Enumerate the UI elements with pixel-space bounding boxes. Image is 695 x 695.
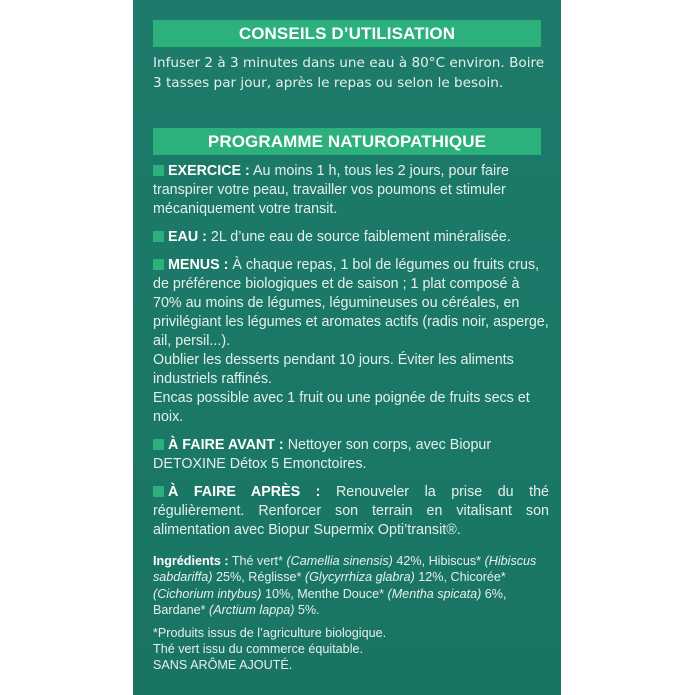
- ingredient-latin: (Arctium lappa): [209, 603, 295, 618]
- green-square-bullet-icon: [153, 259, 164, 270]
- eau-text: 2L d’une eau de source faiblement minéralisée.: [210, 229, 511, 245]
- exercice-text: Au moins 1 h, tous les 2 jours, pour faire transpirer votre peau, travailler vos poumons et stimuler mécaniquement votre transit.: [153, 163, 509, 217]
- ingredient-latin: (Mentha spicata): [387, 586, 482, 601]
- green-square-bullet-icon: [153, 231, 164, 242]
- apres-text: Renouveler la prise du thé régulièrement. Renforcer son terrain en vitalisant son alimentation avec Biopur Supermix Opti’transit®.: [153, 484, 549, 538]
- menus-text: À chaque repas, 1 bol de légumes ou fruits crus, de préférence biologiques et de saison ; 1 plat composé à 70% au moins de légumes, légumineuses ou céréales, en privilégiant les légumes et aromates actifs (radis noir, asperge, ail, persil...).: [153, 257, 549, 349]
- ingredient-text: 25%, Réglisse*: [216, 570, 302, 585]
- ingredient-text: 42%, Hibiscus*: [396, 554, 482, 568]
- apres-label: À FAIRE APRÈS :: [168, 484, 321, 500]
- programme-section: [153, 162, 549, 549]
- ingredient-text: 10%, Menthe Douce*: [264, 586, 384, 601]
- exercice-paragraph: [153, 162, 549, 219]
- green-square-bullet-icon: [153, 439, 164, 450]
- ingredient-latin: (Camellia sinensis): [286, 554, 393, 568]
- avant-paragraph: [153, 436, 549, 474]
- eau-paragraph: [153, 228, 549, 247]
- menus-encas: Encas possible avec 1 fruit ou une poignée de fruits secs et noix.: [153, 390, 530, 425]
- no-aroma-note: SANS ARÔME AJOUTÉ.: [153, 658, 293, 673]
- green-square-bullet-icon: [153, 486, 164, 497]
- menus-paragraph: [153, 256, 549, 351]
- ingredient-text: 5%.: [297, 603, 320, 618]
- menus-desserts: Oublier les desserts pendant 10 jours. Éviter les aliments industriels raffinés.: [153, 352, 514, 387]
- ingredient-text: 12%, Chicorée*: [418, 570, 506, 585]
- eau-label: EAU :: [168, 229, 207, 245]
- ingredient-latin: (Hibiscus sabdariffa): [153, 554, 537, 585]
- avant-label: À FAIRE AVANT :: [168, 437, 284, 453]
- ingredient-latin: (Glycyrrhiza glabra): [304, 570, 415, 585]
- green-square-bullet-icon: [153, 165, 164, 176]
- usage-title: CONSEILS D’UTILISATION: [153, 20, 541, 47]
- usage-text: Infuser 2 à 3 minutes dans une eau à 80°C environ. Boire 3 tasses par jour, après le repas ou selon le besoin.: [153, 55, 545, 91]
- exercice-label: EXERCICE :: [168, 163, 250, 179]
- ingredients-section: [153, 553, 549, 674]
- ingredient-text: Thé vert*: [231, 554, 283, 568]
- ingredients-list: [153, 553, 549, 619]
- ingredient-latin: (Cichorium intybus): [153, 586, 262, 601]
- product-label-panel: [133, 0, 561, 695]
- programme-title: PROGRAMME NATUROPATHIQUE: [153, 128, 541, 155]
- apres-paragraph: [153, 483, 549, 540]
- menus-label: MENUS :: [168, 257, 229, 273]
- organic-note: *Produits issus de l’agriculture biologique.: [153, 625, 387, 640]
- ingredient-text: 6%, Bardane*: [153, 586, 507, 618]
- ingredients-label: Ingrédients :: [153, 554, 229, 568]
- avant-text: Nettoyer son corps, avec Biopur DETOXINE Détox 5 Emonctoires.: [153, 437, 492, 472]
- fairtrade-note: Thé vert issu du commerce équitable.: [153, 642, 363, 657]
